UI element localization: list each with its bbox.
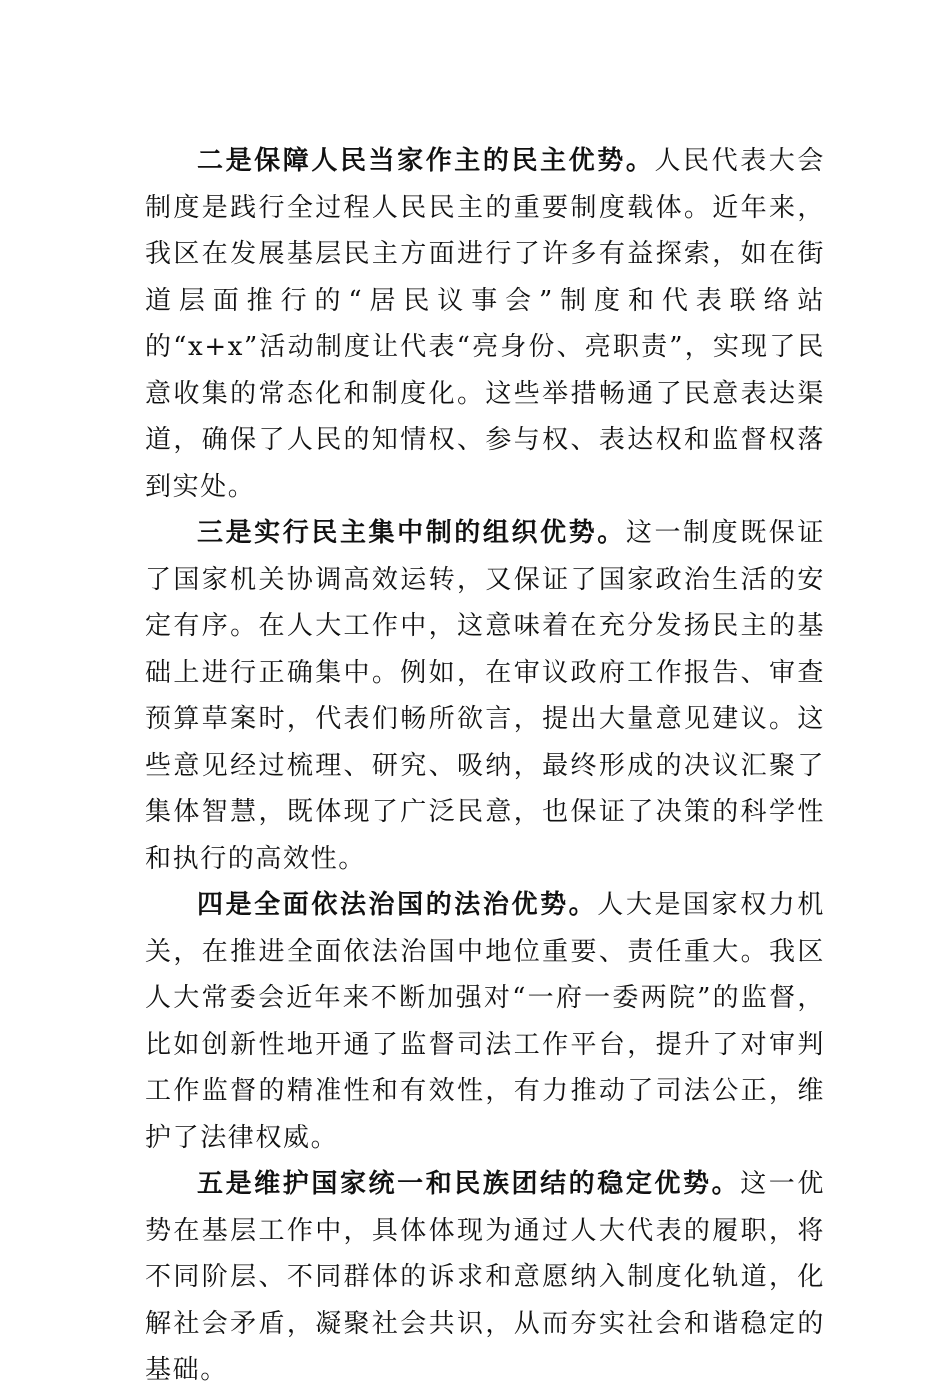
paragraph-text: 人大是国家权力机关，在推进全面依法治国中地位重要、责任重大。我区人大常委会近年来不断加强对“一府一委两院”的监督，比如创新性地开通了监督司法工作平台，提升了对审判工作监督的精准性和有效性，有力推动了司法公正，维护了法律权威。 bbox=[145, 890, 825, 1153]
paragraph-text: 这一优势在基层工作中，具体体现为通过人大代表的履职，将不同阶层、不同群体的诉求和意愿纳入制度化轨道，化解社会矛盾，凝聚社会共识，从而夯实社会和谐稳定的基础。 bbox=[145, 1169, 825, 1385]
paragraph-centralism bbox=[145, 510, 825, 882]
paragraph-rule-of-law bbox=[145, 882, 825, 1161]
paragraph-heading: 三是实行民主集中制的组织优势。 bbox=[197, 518, 626, 548]
document-body bbox=[145, 138, 825, 1394]
paragraph-heading: 五是维护国家统一和民族团结的稳定优势。 bbox=[197, 1169, 741, 1199]
paragraph-democracy bbox=[145, 138, 825, 510]
paragraph-stability bbox=[145, 1161, 825, 1394]
paragraph-heading: 四是全面依法治国的法治优势。 bbox=[197, 890, 598, 920]
paragraph-text: 这一制度既保证了国家机关协调高效运转，又保证了国家政治生活的安定有序。在人大工作中，这意味着在充分发扬民主的基础上进行正确集中。例如，在审议政府工作报告、审查预算草案时，代表们畅所欲言，提出大量意见建议。这些意见经过梳理、研究、吸纳，最终形成的决议汇聚了集体智慧，既体现了广泛民意，也保证了决策的科学性和执行的高效性。 bbox=[145, 518, 825, 874]
paragraph-text: 人民代表大会制度是践行全过程人民民主的重要制度载体。近年来，我区在发展基层民主方面进行了许多有益探索，如在街道层面推行的“居民议事会”制度和代表联络站的“x+x”活动制度让代表“亮身份、亮职责”，实现了民意收集的常态化和制度化。这些举措畅通了民意表达渠道，确保了人民的知情权、参与权、表达权和监督权落到实处。 bbox=[145, 146, 825, 502]
paragraph-heading: 二是保障人民当家作主的民主优势。 bbox=[197, 146, 655, 176]
